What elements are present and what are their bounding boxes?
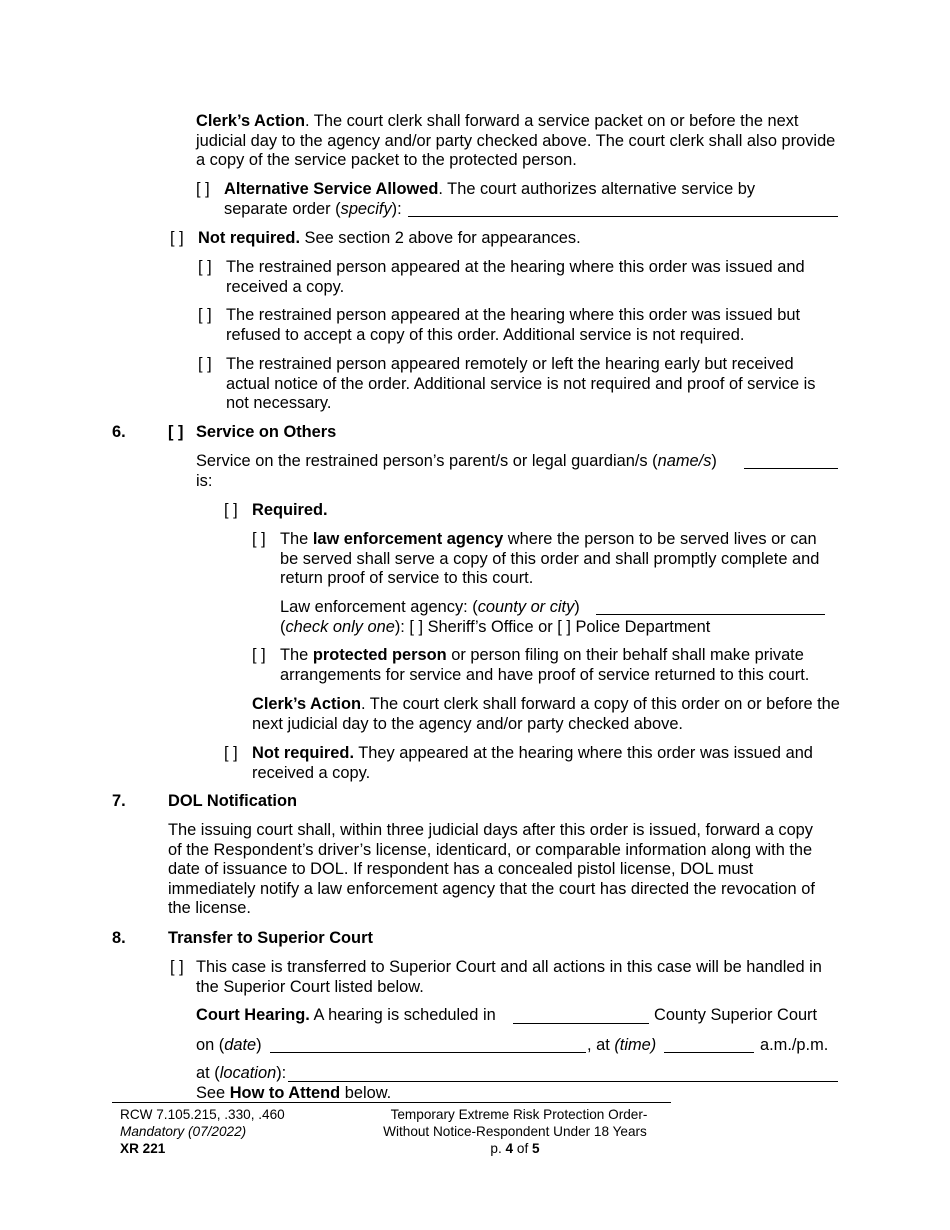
clerk-action-label: Clerk’s Action bbox=[196, 112, 305, 130]
section-6-title: Service on Others bbox=[196, 423, 337, 441]
appeared-remotely-checkbox[interactable]: [ ] bbox=[198, 355, 212, 373]
alt-service-label: Alternative Service Allowed bbox=[224, 180, 439, 198]
section-8-title: Transfer to Superior Court bbox=[168, 929, 373, 947]
service-on-others-checkbox[interactable]: [ ] bbox=[168, 423, 184, 441]
footer-title-2: Without Notice-Respondent Under 18 Years bbox=[383, 1124, 647, 1139]
appeared-refused-checkbox[interactable]: [ ] bbox=[198, 306, 212, 324]
transfer-checkbox[interactable]: [ ] bbox=[170, 958, 184, 976]
not-required-line: Not required. See section 2 above for appearances. bbox=[198, 229, 581, 247]
section-7-text: The issuing court shall, within three judicial days after this order is issued, forward a copy of the Respondent’s driver’s license, identicard, or comparable information along with the date of issuance to DOL. If respondent has a concealed pistol license, DOL must immediately notify a law enforcement agency that the court has directed the revocation of the license. bbox=[168, 821, 815, 918]
transfer-text: This case is transferred to Superior Court and all actions in this case will be handled in the Superior Court listed below. bbox=[196, 958, 822, 996]
protected-person-checkbox[interactable]: [ ] bbox=[252, 646, 266, 664]
time-label: , at (time) bbox=[587, 1036, 657, 1054]
court-hearing-line: Court Hearing. A hearing is scheduled in bbox=[196, 1006, 496, 1024]
appeared-received-checkbox[interactable]: [ ] bbox=[198, 258, 212, 276]
law-enforcement-text: The law enforcement agency where the person to be served lives or can be served shall serve a copy of this order and shall promptly complete and return proof of service to this court. bbox=[280, 530, 820, 588]
agency-line: Law enforcement agency: (county or city) bbox=[280, 598, 580, 616]
protected-person-text: The protected person or person filing on their behalf shall make private arrangements for service and have proof of service returned to this court. bbox=[280, 646, 810, 684]
footer-rule bbox=[112, 1102, 671, 1103]
alt-service-checkbox[interactable]: [ ] bbox=[196, 180, 210, 198]
footer-mandatory: Mandatory (07/2022) bbox=[120, 1124, 247, 1139]
law-enforcement-checkbox[interactable]: [ ] bbox=[252, 530, 266, 548]
guardian-name-field[interactable] bbox=[744, 468, 838, 469]
section-7-title: DOL Notification bbox=[168, 792, 297, 810]
location-field[interactable] bbox=[288, 1081, 838, 1082]
guardian-intro: Service on the restrained person’s parent/s or legal guardian/s (name/s) bbox=[196, 452, 717, 470]
not-required-6-text: Not required. They appeared at the hearing where this order was issued and received a copy. bbox=[252, 744, 813, 782]
clerk-action-paragraph bbox=[196, 112, 836, 171]
time-field[interactable] bbox=[664, 1052, 754, 1053]
clerk-action-text: . The court clerk shall forward a service packet on or before the next judicial day to the agency and/or party checked above. The court clerk shall also provide a copy of the service packet to the protected person. bbox=[196, 112, 836, 170]
not-required-label: Not required. bbox=[198, 229, 300, 247]
county-field[interactable] bbox=[513, 1023, 649, 1024]
agency-field[interactable] bbox=[596, 614, 825, 615]
alt-service-line1: Alternative Service Allowed. The court authorizes alternative service by bbox=[224, 180, 756, 198]
footer-form-number: XR 221 bbox=[120, 1141, 166, 1156]
required-label: Required. bbox=[252, 501, 328, 519]
section-7-number: 7. bbox=[112, 792, 126, 810]
county-superior-court-text: County Superior Court bbox=[654, 1006, 818, 1024]
appeared-received-text: The restrained person appeared at the hearing where this order was issued and received a copy. bbox=[226, 258, 805, 296]
ampm-text: a.m./p.m. bbox=[760, 1036, 829, 1054]
not-required-6-checkbox[interactable]: [ ] bbox=[224, 744, 238, 762]
date-label: on (date) bbox=[196, 1036, 262, 1054]
clerk-action-2-paragraph: Clerk’s Action. The court clerk shall forward a copy of this order on or before the next judicial day to the agency and/or party checked above. bbox=[252, 695, 840, 733]
see-how-to-attend: See How to Attend below. bbox=[196, 1084, 392, 1102]
check-only-one-line: (check only one): [ ] Sheriff’s Office or [ ] Police Department bbox=[280, 618, 711, 636]
alt-service-specify-field[interactable] bbox=[408, 216, 838, 217]
guardian-intro-is: is: bbox=[196, 472, 213, 490]
date-field[interactable] bbox=[270, 1052, 586, 1053]
footer-title-1: Temporary Extreme Risk Protection Order- bbox=[390, 1107, 648, 1122]
alt-service-line2: separate order (specify): bbox=[224, 200, 402, 218]
appeared-refused-text: The restrained person appeared at the hearing where this order was issued but refused to accept a copy of this order. Additional service is not required. bbox=[226, 306, 801, 344]
section-6-number: 6. bbox=[112, 423, 126, 441]
location-label: at (location): bbox=[196, 1064, 287, 1082]
footer-rcw: RCW 7.105.215, .330, .460 bbox=[120, 1107, 285, 1122]
section-8-number: 8. bbox=[112, 929, 126, 947]
not-required-checkbox[interactable]: [ ] bbox=[170, 229, 184, 247]
footer-page: p. 4 of 5 bbox=[490, 1141, 540, 1156]
required-checkbox[interactable]: [ ] bbox=[224, 501, 238, 519]
appeared-remotely-text: The restrained person appeared remotely or left the hearing early but received actual notice of the order. Additional service is not required and proof of service is not necessary. bbox=[226, 355, 816, 413]
